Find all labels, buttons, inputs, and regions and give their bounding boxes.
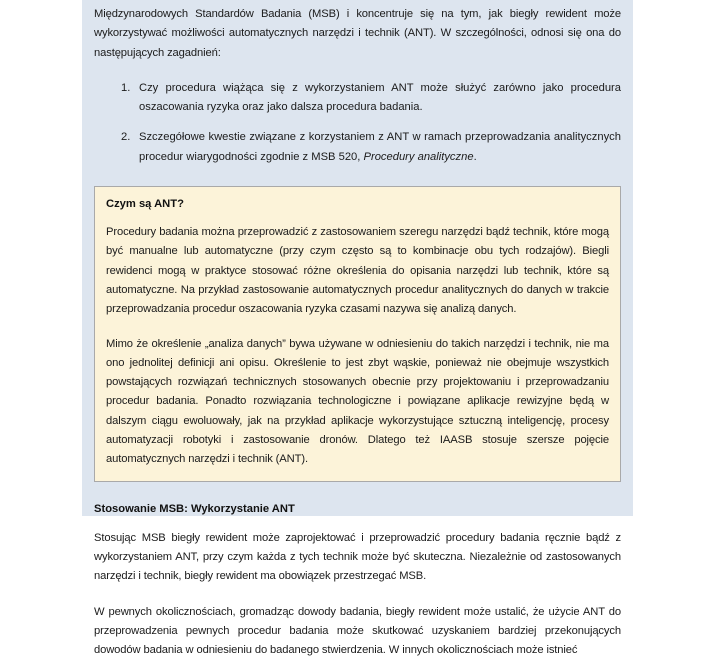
callout-title: Czym są ANT?: [106, 198, 184, 211]
list-item: [94, 128, 621, 167]
list-item-marker: 2.: [121, 131, 131, 144]
numbered-list: [94, 79, 621, 167]
document-page: [82, 0, 633, 657]
list-item: [94, 79, 621, 118]
section-paragraph: W pewnych okolicznościach, gromadząc dowody badania, biegły rewident może ustalić, że użycie ANT do przeprowadzenia pewnych procedur badania może skutkować uzyskaniem bardziej przekonujących dowodów badania w odniesieniu do badanego stwierdzenia. W innych okolicznościach może istnieć: [94, 605, 621, 657]
section-paragraph: Stosując MSB biegły rewident może zaprojektować i przeprowadzić procedury badania ręcznie bądź z wykorzystaniem ANT, przy czym każda z tych technik może być skuteczna. Niezależnie od zastosowanych narzędzi i technik, biegły rewident ma obowiązek przestrzegać MSB.: [94, 531, 621, 583]
callout-paragraph: Procedury badania można przeprowadzić z zastosowaniem szeregu narzędzi bądź technik, które mogą być manualne lub automatyczne (przy czym często są to kombinacje obu tych rodzajów). Biegli rewidenci mogą w praktyce stosować różne określenia do opisania narzędzi lub technik, które są automatyczne. Na przykład zastosowanie automatycznych procedur analitycznych do danych w trakcie przeprowadzania procedur oszacowania ryzyka czasami nazywa się analizą danych.: [106, 226, 609, 316]
callout-paragraph: Mimo że określenie „analiza danych” bywa używane w odniesieniu do takich narzędzi i technik, nie ma ono jednolitej definicji ani opisu. Określenie to jest zbyt wąskie, ponieważ nie obejmuje wszystkich powstających rozwiązań technicznych stosowanych obecnie przy projektowaniu i przeprowadzaniu procedur badania. Ponadto rozwiązania technologiczne i powiązane aplikacje rewizyjne będą w dalszym ciągu ewoluowały, jak na przykład aplikacje wykorzystujące sztuczną inteligencję, procesy automatyzacji robotyki i zastosowanie dronów. Dlatego też IAASB stosuje szersze pojęcie automatycznych narzędzi i technik (ANT).: [106, 337, 609, 466]
list-item-text: Czy procedura wiążąca się z wykorzystaniem ANT może służyć zarówno jako procedura oszacowania ryzyka oraz jako dalsza procedura badania.: [139, 81, 621, 114]
spacer: [94, 587, 621, 603]
list-item-italic-reference: Procedury analityczne: [363, 150, 474, 163]
list-item-text-after-italic: .: [473, 150, 477, 163]
callout-box: [94, 186, 621, 482]
list-item-marker: 1.: [121, 81, 131, 94]
spacer: [94, 482, 621, 501]
intro-paragraph: Międzynarodowych Standardów Badania (MSB) i koncentruje się na tym, jak biegły rewident może wykorzystywać możliwości automatycznych narzędzi i technik (ANT). W szczególności, odnosi się ona do następujących zagadnień:: [94, 8, 621, 59]
spacer: [94, 63, 621, 79]
spacer: [94, 167, 621, 186]
list-item-text-before-italic: Szczegółowe kwestie związane z korzystaniem z ANT w ramach przeprowadzania analitycznych procedur wiarygodności zgodnie z MSB 520,: [139, 131, 621, 163]
section-heading: Stosowanie MSB: Wykorzystanie ANT: [94, 502, 295, 515]
spacer: [94, 518, 621, 529]
